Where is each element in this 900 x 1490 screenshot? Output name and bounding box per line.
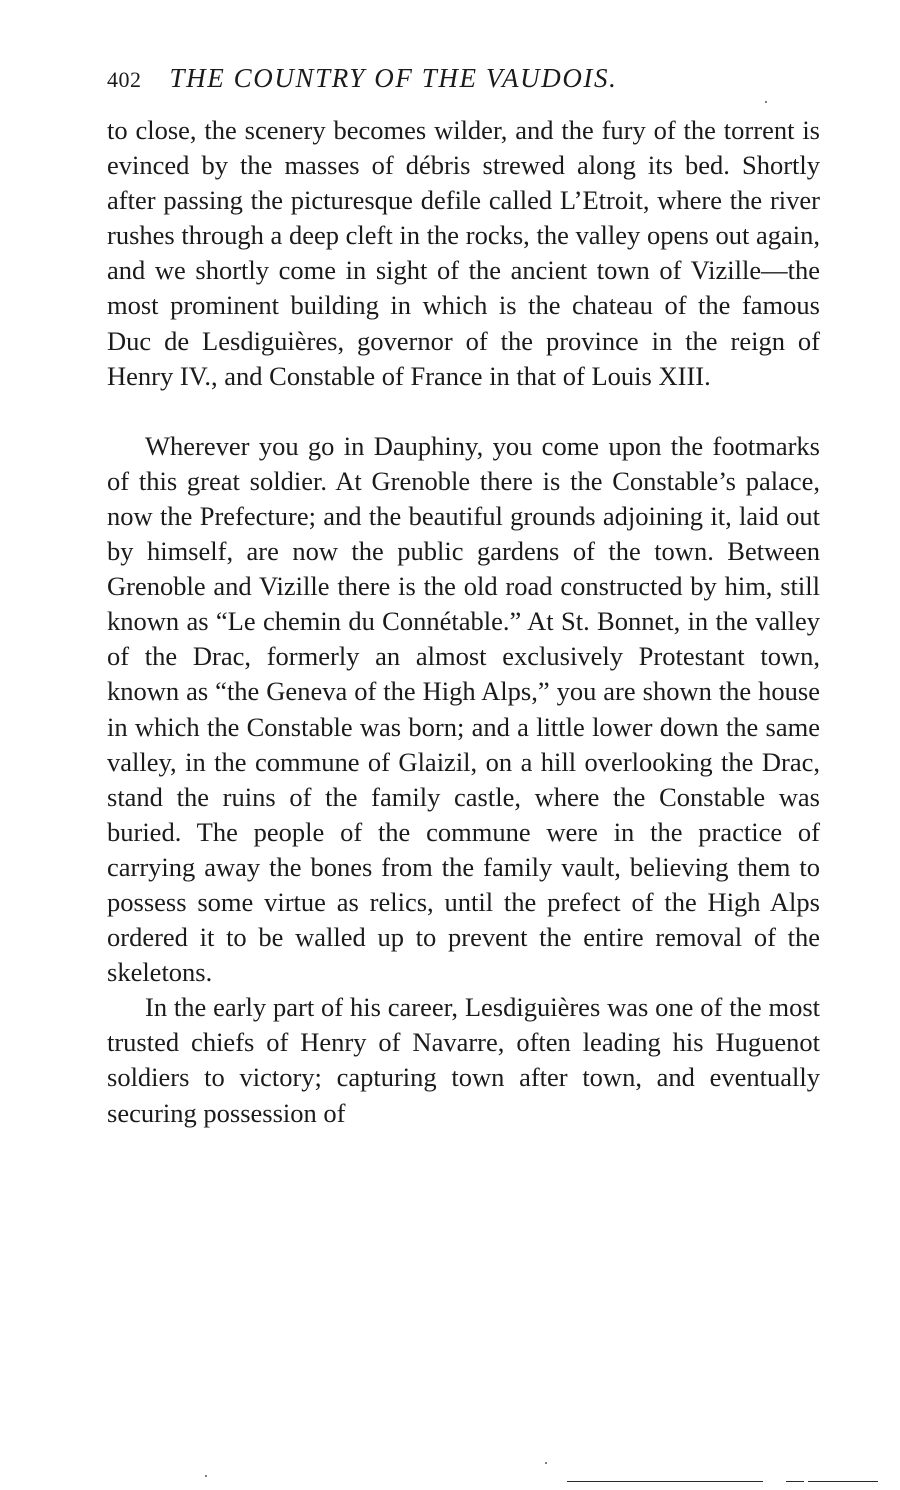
footer-rule <box>567 1481 763 1482</box>
body-text <box>107 113 820 1131</box>
page-header <box>107 60 822 96</box>
running-head: THE COUNTRY OF THE VAUDOIS. <box>169 63 618 93</box>
footer-rule <box>808 1481 878 1482</box>
paragraph: Wherever you go in Dauphiny, you come upon the footmarks of this great soldier. At Grenoble there is the Constable’s palace, now the Prefecture; and the beautiful grounds adjoining it, laid out by himself, are now the public gardens of the town. Between Grenoble and Vizille there is the old road constructed by him, still known as “Le chemin du Connétable.” At St. Bonnet, in the valley of the Drac, formerly an almost exclusively Protestant town, known as “the Geneva of the High Alps,” you are shown the house in which the Constable was born; and a little lower down the same valley, in the commune of Glaizil, on a hill overlooking the Drac, stand the ruins of the family castle, where the Constable was buried. The people of the commune were in the practice of carrying away the bones from the family vault, believing them to possess some virtue as relics, until the prefect of the High Alps ordered it to be walled up to prevent the entire removal of the skeletons. <box>107 430 820 988</box>
page-number: 402 <box>107 67 142 92</box>
print-speck <box>765 101 767 103</box>
footer-rule <box>786 1481 804 1482</box>
print-speck <box>205 1475 207 1477</box>
print-speck <box>545 1462 547 1464</box>
paragraph: In the early part of his career, Lesdiguières was one of the most trusted chiefs of Henry of Navarre, often leading his Huguenot soldiers to victory; capturing town after town, and eventually securing possession of <box>107 992 820 1128</box>
paragraph: to close, the scenery becomes wilder, and the fury of the torrent is evinced by the masses of débris strewed along its bed. Shortly after passing the picturesque defile called L’Etroit, where the river rushes through a deep cleft in the rocks, the valley opens out again, and we shortly come in sight of the ancient town of Vizille—the most prominent building in which is the chateau of the famous Duc de Lesdiguières, governor of the province in the reign of Henry IV., and Constable of France in that of Louis XIII. <box>107 115 820 391</box>
